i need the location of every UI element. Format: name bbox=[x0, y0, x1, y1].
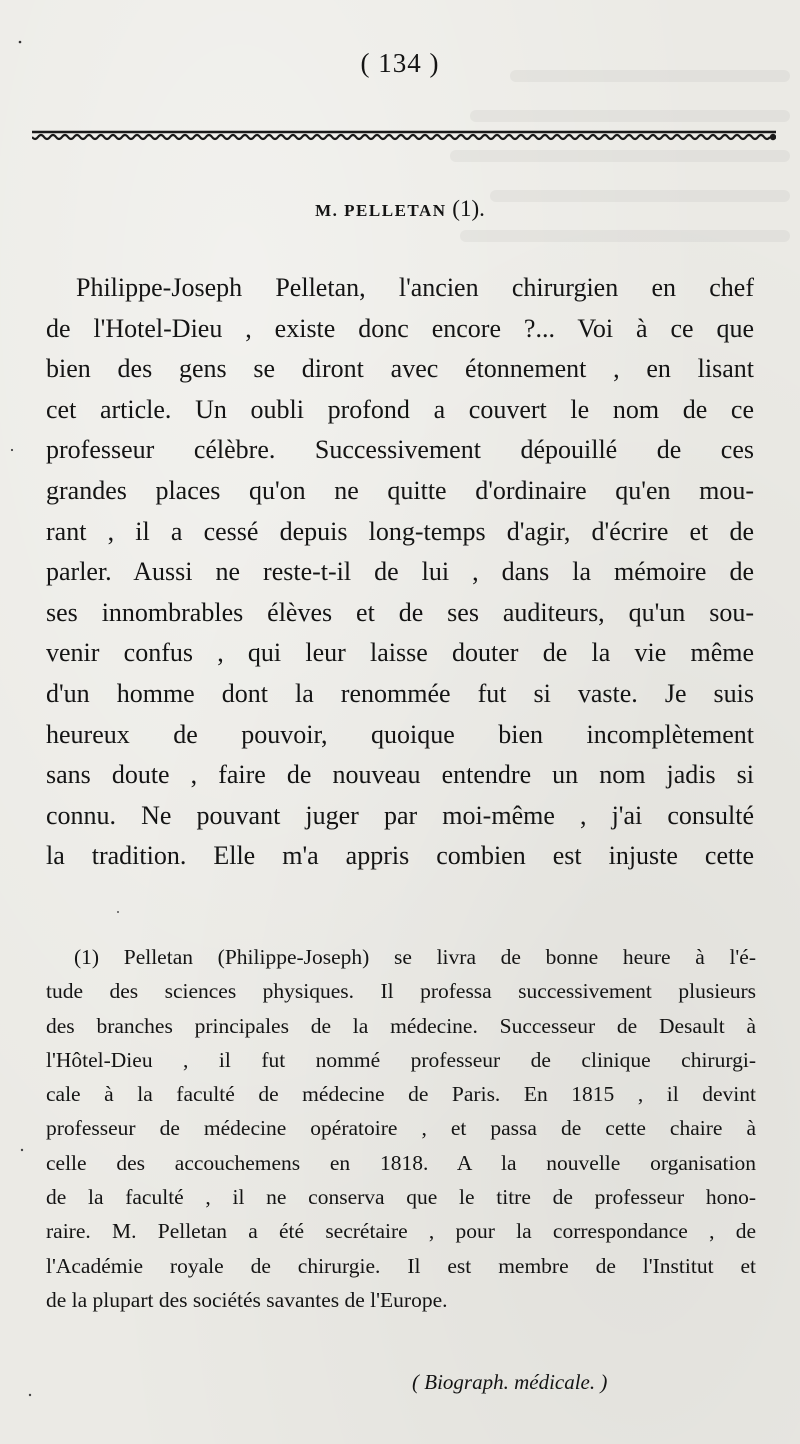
footnote-line: celle des accouchemens en 1818. A la nouvelle organisation bbox=[46, 1150, 756, 1175]
body-line: professeur célèbre. Successivement dépouillé de ces bbox=[46, 435, 754, 465]
heading-title: M. PELLETAN bbox=[315, 201, 447, 220]
footnote-line: tude des sciences physiques. Il professa successivement plusieurs bbox=[46, 979, 756, 1004]
body-line: connu. Ne pouvant juger par moi-même , j'ai consulté bbox=[46, 800, 754, 830]
body-line: venir confus , qui leur laisse douter de la vie même bbox=[46, 638, 754, 668]
body-line: rant , il a cessé depuis long-temps d'agir, d'écrire et de bbox=[46, 516, 754, 546]
body-line: la tradition. Elle m'a appris combien est injuste cette bbox=[46, 841, 754, 871]
footnote-line: l'Hôtel-Dieu , il fut nommé professeur de clinique chirurgi- bbox=[46, 1047, 756, 1072]
body-line: d'un homme dont la renommée fut si vaste. Je suis bbox=[46, 678, 754, 708]
footnote-line: de la plupart des sociétés savantes de l'Europe. bbox=[46, 1287, 448, 1312]
body-line: ses innombrables élèves et de ses auditeurs, qu'un sou- bbox=[46, 597, 754, 627]
footnote-line: professeur de médecine opératoire , et passa de cette chaire à bbox=[46, 1116, 756, 1141]
body-line: grandes places qu'on ne quitte d'ordinaire qu'en mou- bbox=[46, 475, 754, 505]
footnote-line: de la faculté , il ne conserva que le titre de professeur hono- bbox=[46, 1185, 756, 1210]
body-line: sans doute , faire de nouveau entendre un nom jadis si bbox=[46, 760, 754, 790]
footnote-line: raire. M. Pelletan a été secrétaire , pour la correspondance , de bbox=[46, 1219, 756, 1244]
wavy-rule-divider bbox=[32, 128, 776, 142]
body-line: Philippe-Joseph Pelletan, l'ancien chirurgien en chef bbox=[76, 273, 754, 302]
body-line: de l'Hotel-Dieu , existe donc encore ?... Voi à ce que bbox=[46, 313, 754, 343]
body-line: parler. Aussi ne reste-t-il de lui , dans la mémoire de bbox=[46, 557, 754, 587]
footnote-line: l'Académie royale de chirurgie. Il est membre de l'Institut et bbox=[46, 1253, 756, 1278]
footnote-line: cale à la faculté de médecine de Paris. En 1815 , il devint bbox=[46, 1082, 756, 1107]
body-paragraph bbox=[46, 268, 754, 877]
footnote bbox=[46, 940, 756, 1317]
body-line: cet article. Un oubli profond a couvert le nom de ce bbox=[46, 394, 754, 424]
body-line: heureux de pouvoir, quoique bien incomplètement bbox=[46, 719, 754, 749]
page-number: ( 134 ) bbox=[360, 48, 440, 78]
heading-footnote-ref: (1). bbox=[452, 196, 485, 221]
footnote-source: ( Biograph. médicale. ) bbox=[412, 1370, 608, 1394]
article-heading bbox=[0, 196, 800, 222]
body-line: bien des gens se diront avec étonnement , en lisant bbox=[46, 354, 754, 384]
footnote-line: des branches principales de la médecine. Successeur de Desault à bbox=[46, 1013, 756, 1038]
footnote-line: (1) Pelletan (Philippe-Joseph) se livra de bonne heure à l'é- bbox=[74, 945, 756, 969]
